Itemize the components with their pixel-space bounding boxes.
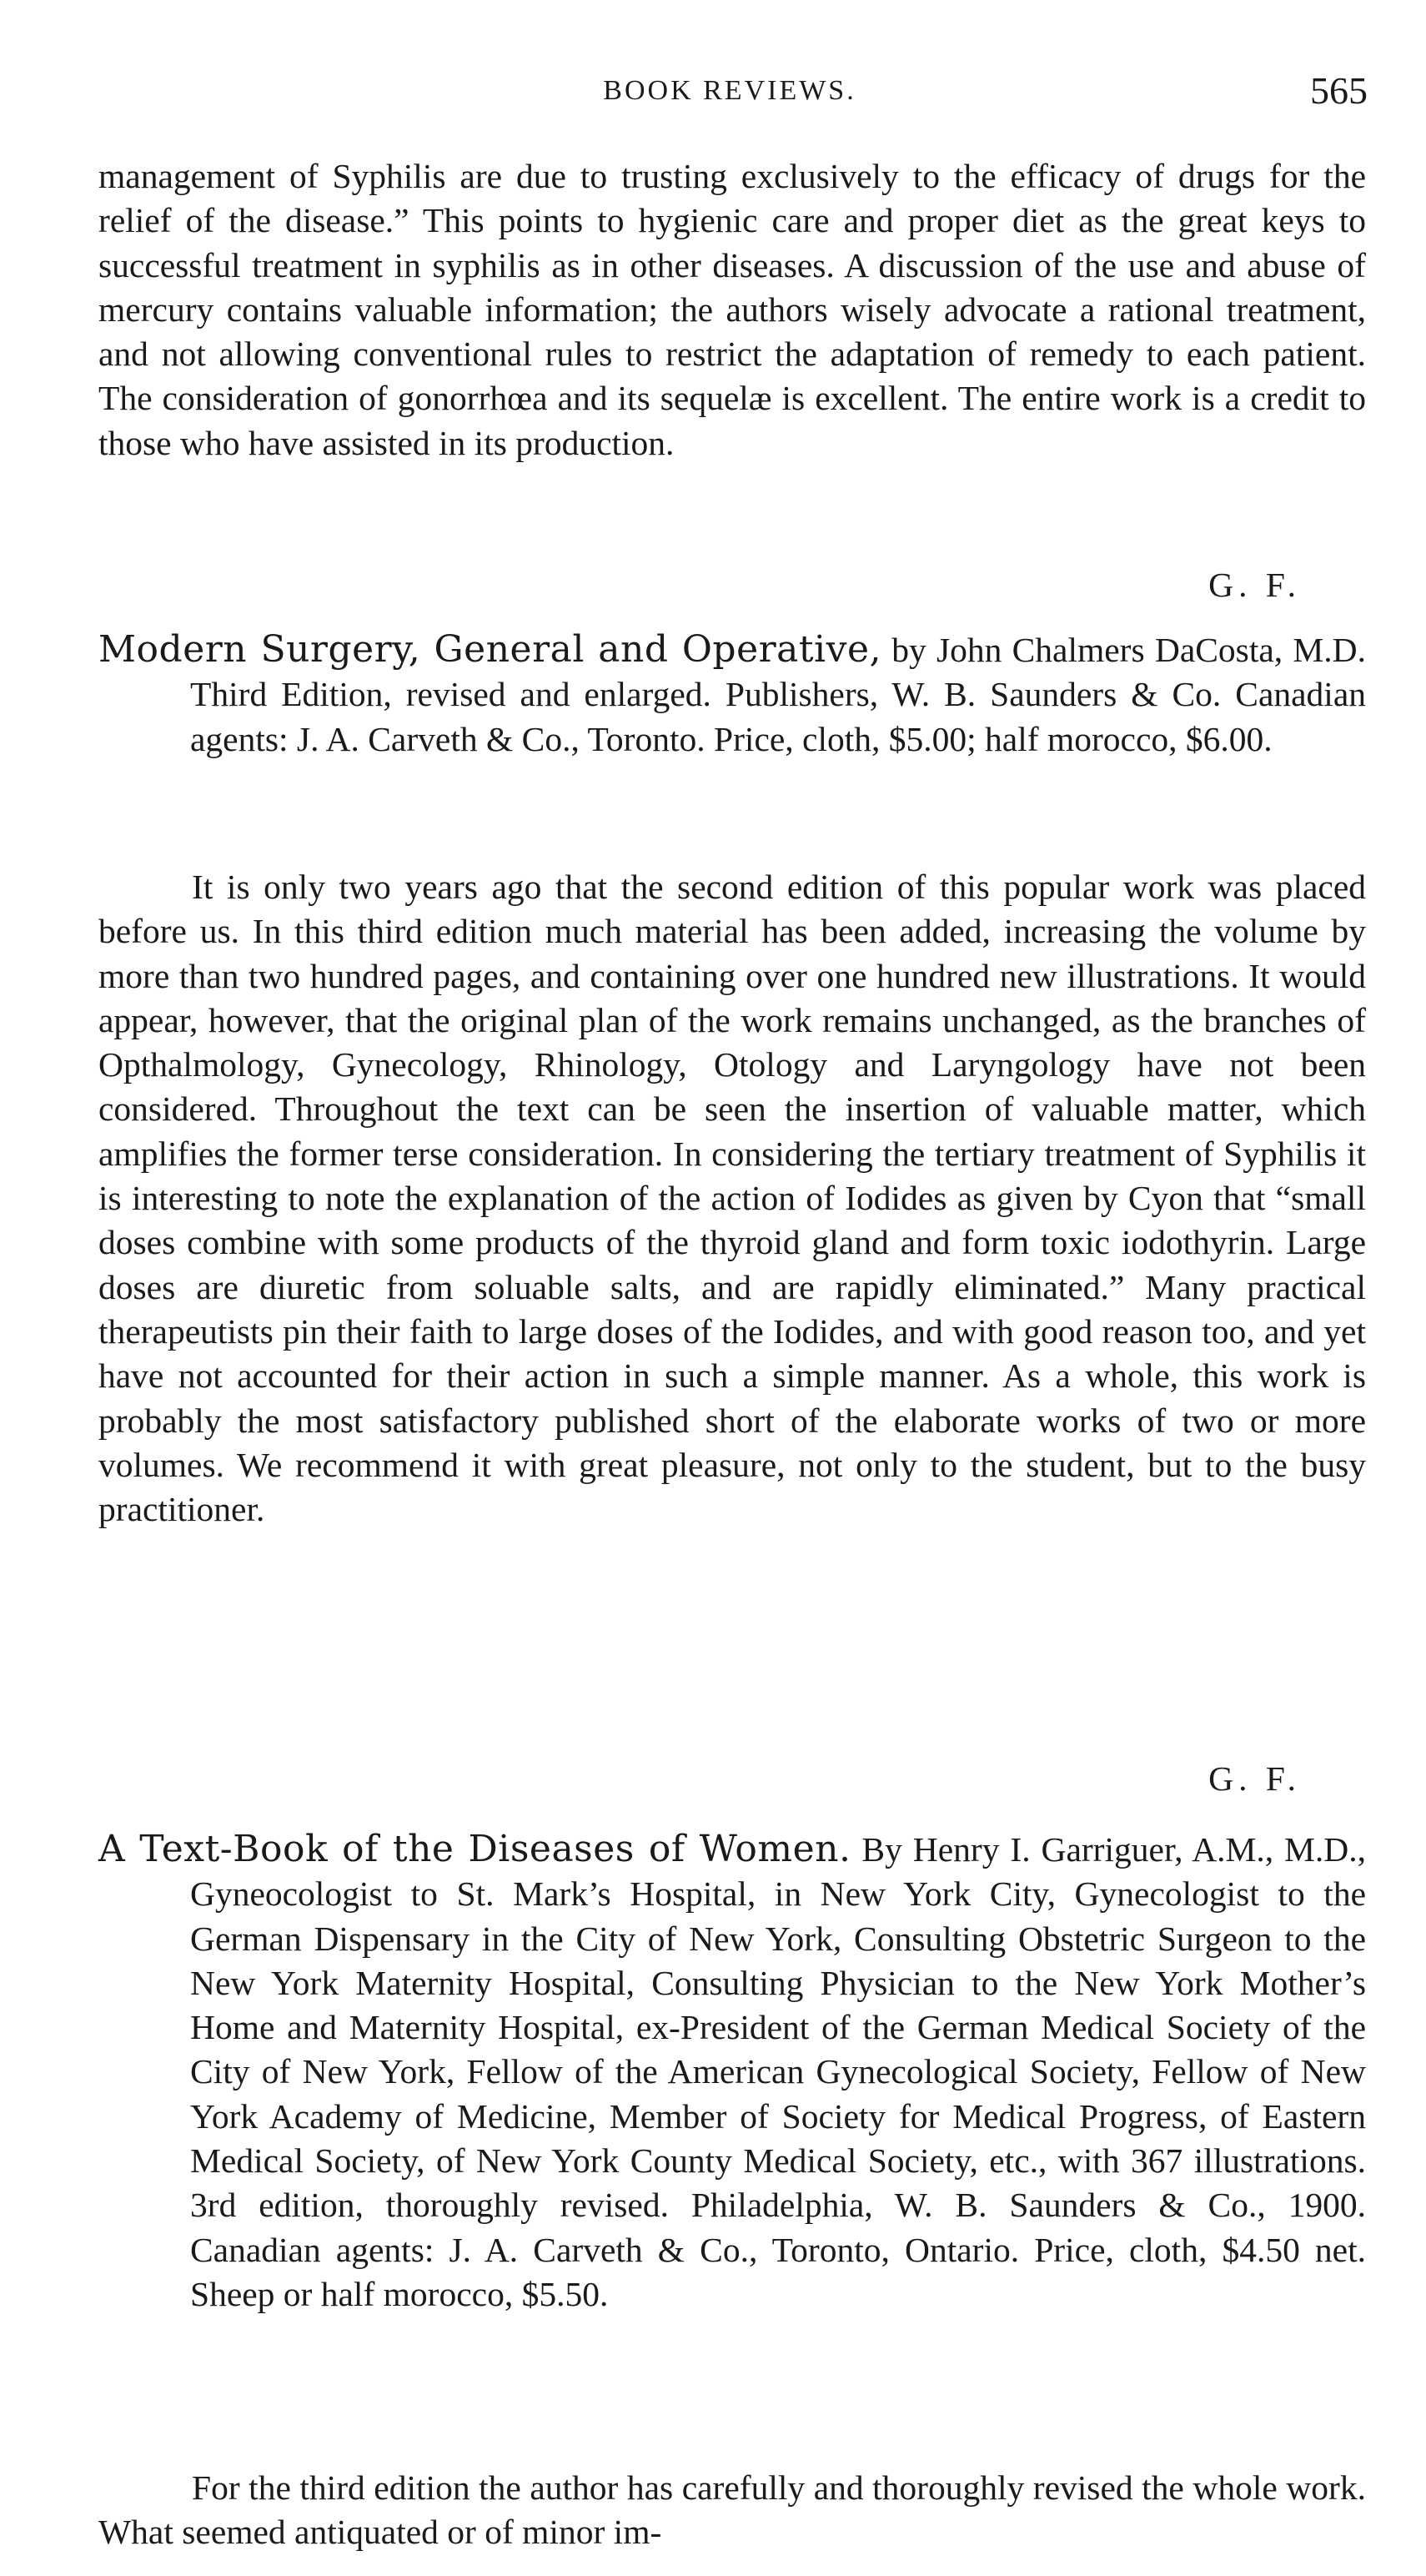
book-title: A Text-Book of the Diseases of Women. <box>98 1828 851 1870</box>
review-signature: G. F. <box>1208 566 1301 604</box>
page-number: 565 <box>1310 69 1368 112</box>
book-details: by John Chalmers DaCosta, M.D. Third Edition, revised and enlarged. Publishers, W. B. Saunders & Co. Canadian agents: J. A. Carveth & Co., Toronto. Price, cloth, $5.00; half morocco, $6.00. <box>190 631 1366 758</box>
book-entry-modern-surgery <box>98 627 1366 762</box>
book-entry-diseases-of-women <box>98 1827 1366 2317</box>
review-signature: G. F. <box>1208 1759 1301 1798</box>
running-title: BOOK REVIEWS. <box>603 75 856 106</box>
review-continuation <box>98 154 1366 465</box>
review-body-text: For the third edition the author has carefully and thoroughly revised the whole work. What seemed antiquated or of minor im- <box>98 2468 1366 2552</box>
review-body <box>98 865 1366 1532</box>
review-body-text: It is only two years ago that the second edition of this popular work was placed before us. In this third edition much material has been added, increasing the volume by more than two hundred pages, and containing over one hundred new illustrations. It would appear, however, that the original plan of the work remains unchanged, as the branches of Opthalmology, Gynecology, Rhinology, Otology and Laryngology have not been considered. Throughout the text can be seen the insertion of valuable matter, which amplifies the former terse consideration. In considering the tertiary treatment of Syphilis it is interesting to note the explanation of the action of Iodides as given by Cyon that “small doses combine with some products of the thyroid gland and form toxic iodothyrin. Large doses are diuretic from soluable salts, and are rapidly eliminated.” Many practical therapeutists pin their faith to large doses of the Iodides, and with good reason too, and yet have not accounted for their action in such a simple manner. As a whole, this work is probably the most satisfactory published short of the elaborate works of two or more volumes. We recommend it with great pleasure, not only to the student, but to the busy practitioner. <box>98 868 1366 1529</box>
review-continuation-text: management of Syphilis are due to trusting exclusively to the efficacy of drugs for the relief of the disease.” This points to hygienic care and proper diet as the great keys to successful treatment in syphilis as in other diseases. A discussion of the use and abuse of mercury contains valuable information; the authors wisely advocate a rational treatment, and not allowing conventional rules to restrict the adaptation of remedy to each patient. The consideration of gonorrhœa and its sequelæ is excellent. The entire work is a credit to those who have assisted in its production. <box>98 157 1366 462</box>
book-title: Modern Surgery, General and Operative, <box>98 628 882 671</box>
book-details: By Henry I. Garriguer, A.M., M.D., Gyneocologist to St. Mark’s Hospital, in New York City, Gynecologist to the German Dispensary in the City of New York, Consulting Obstetric Surgeon to the New York Maternity Hospital, Consulting Physician to the New York Mother’s Home and Maternity Hospital, ex-President of the German Medical Society of the City of New York, Fellow of the American Gynecological Society, Fellow of New York Academy of Medicine, Member of Society for Medical Progress, of Eastern Medical Society, of New York County Medical Society, etc., with 367 illustrations. 3rd edition, thoroughly revised. Philadelphia, W. B. Saunders & Co., 1900. Canadian agents: J. A. Carveth & Co., Toronto, Ontario. Price, cloth, $4.50 net. Sheep or half morocco, $5.50. <box>190 1830 1366 2313</box>
review-body <box>98 2466 1366 2555</box>
running-head <box>92 68 1368 118</box>
